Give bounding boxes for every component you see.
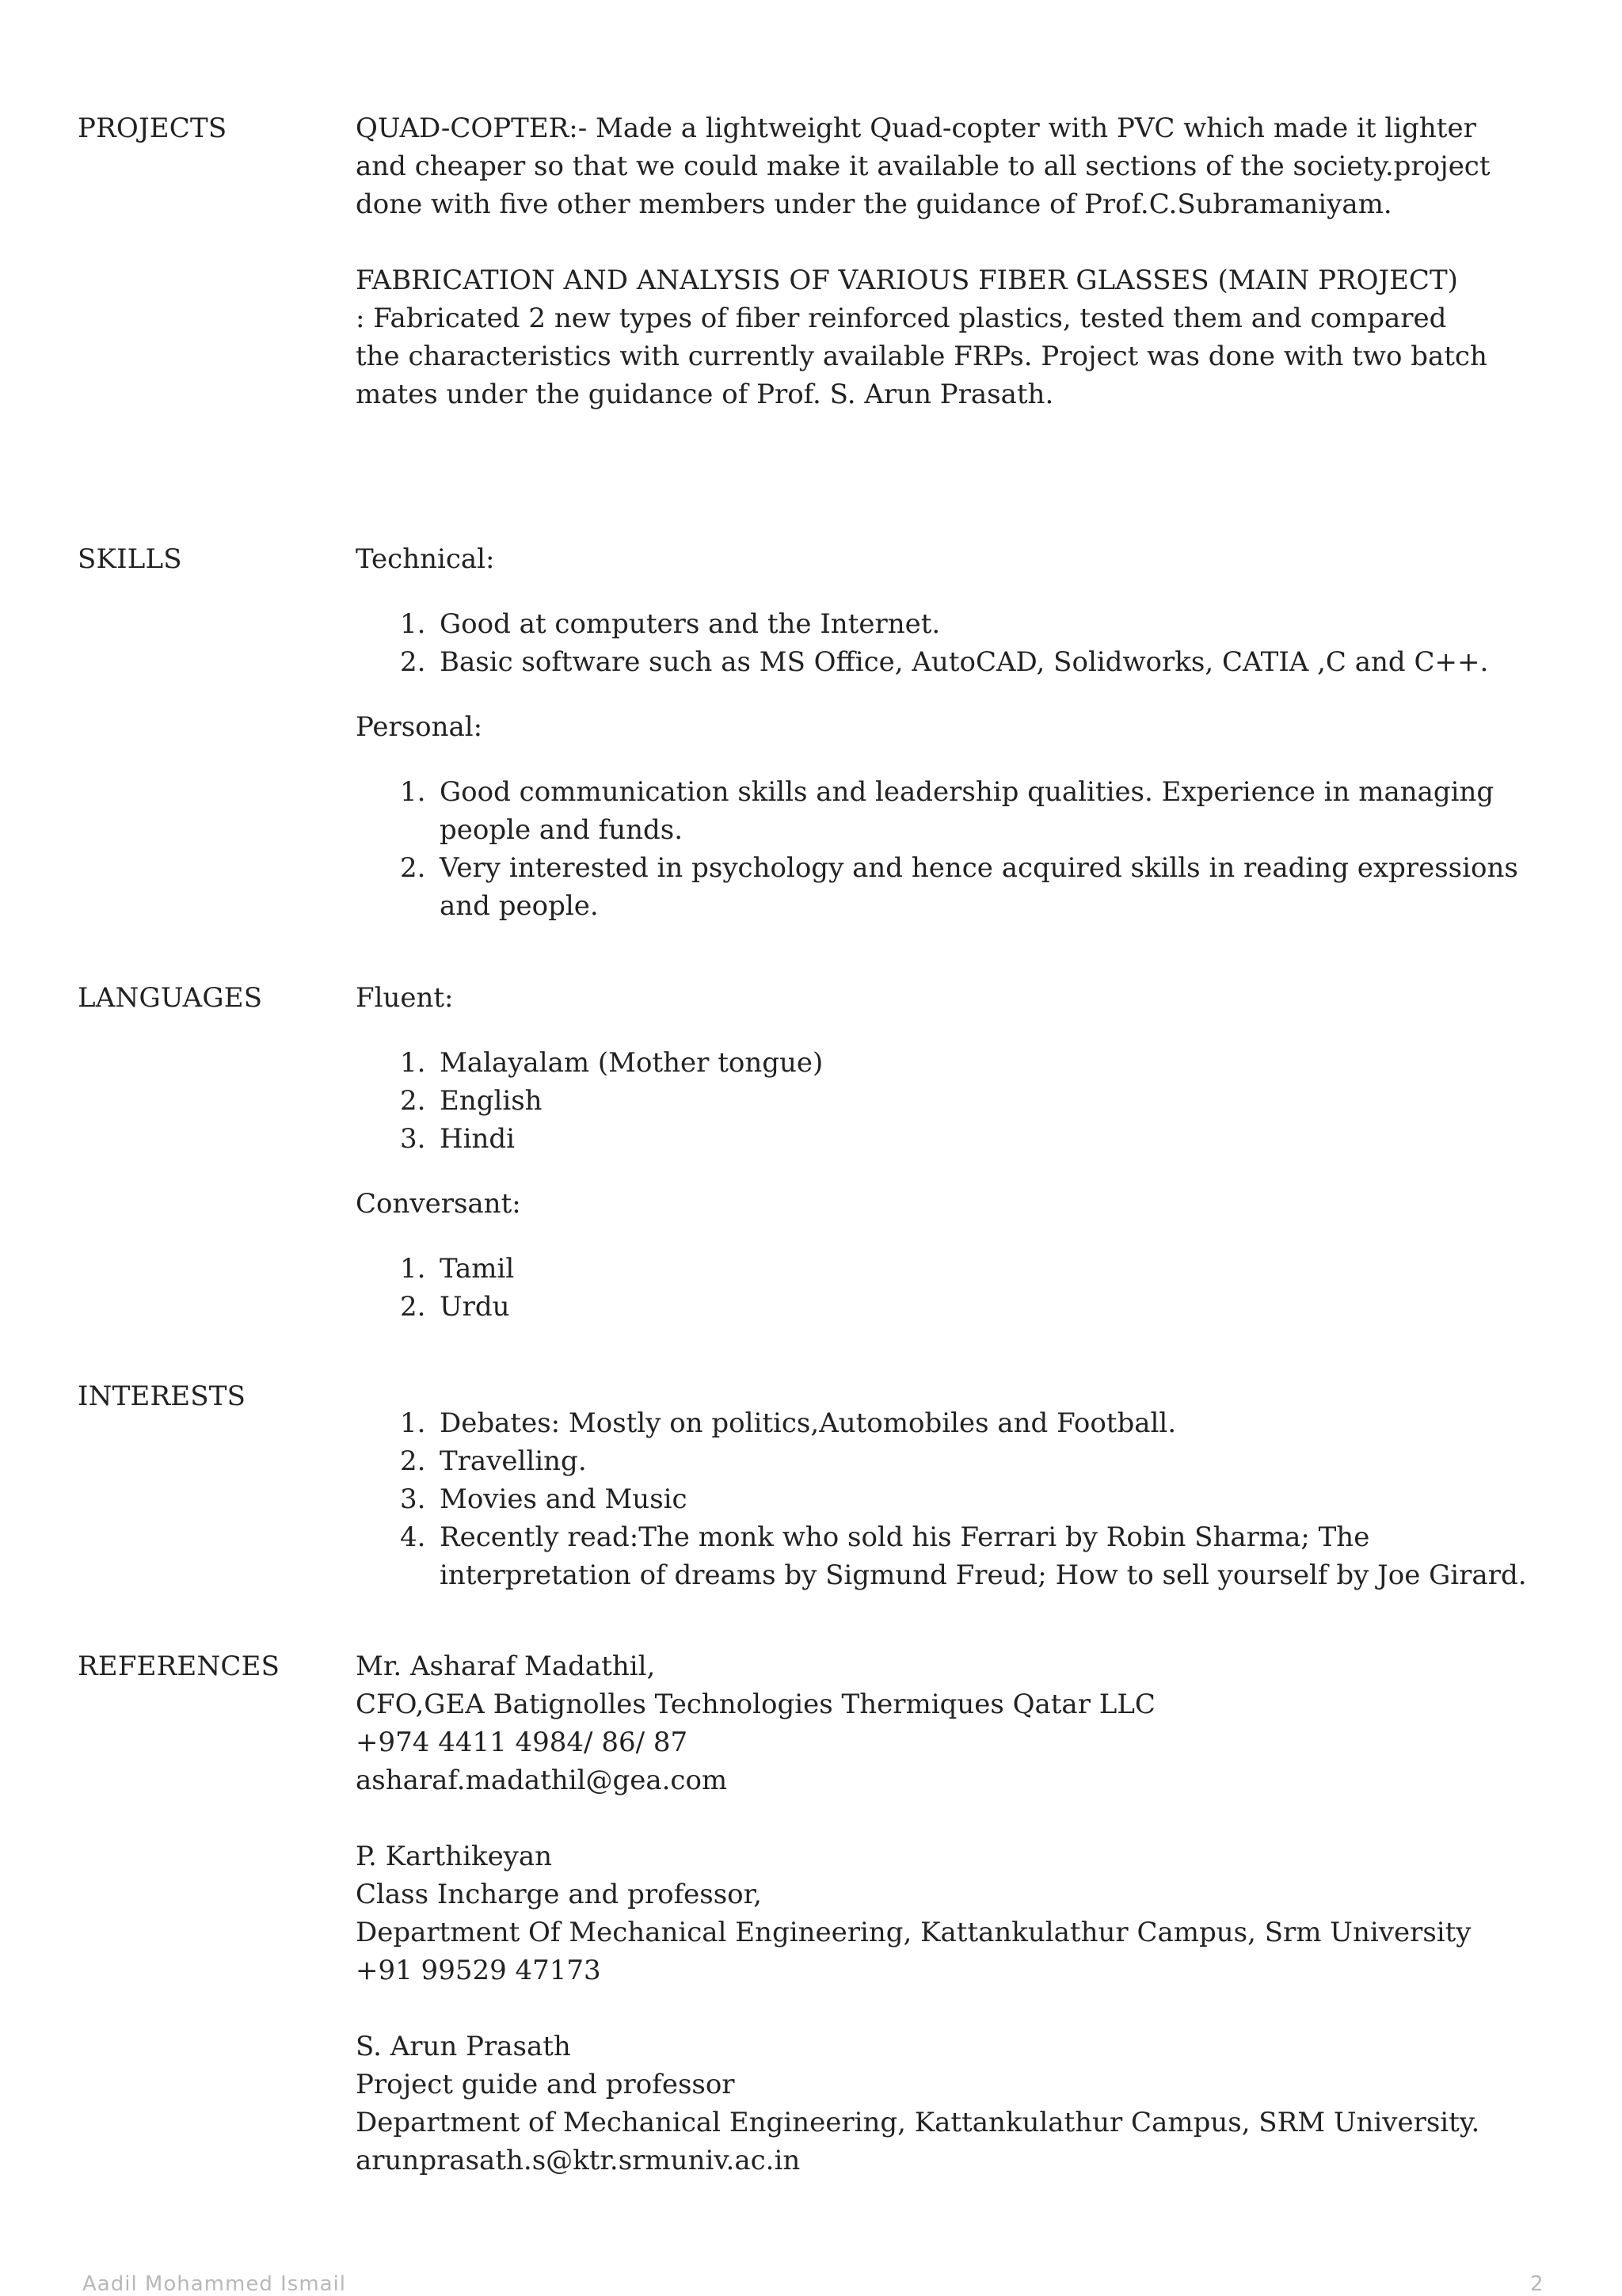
list-text: Malayalam (Mother tongue) xyxy=(440,1047,824,1079)
list-item xyxy=(356,1044,1544,1082)
list-text: Recently read:The monk who sold his Ferrari by Robin Sharma; The interpretation of dreams by Sigmund Freud; How to sell yourself by Joe Girard. xyxy=(440,1521,1527,1591)
list-text: English xyxy=(440,1085,543,1117)
technical-list xyxy=(356,605,1544,681)
reference-entry xyxy=(356,2028,1544,2180)
fluent-heading: Fluent: xyxy=(356,982,454,1014)
list-text: Travelling. xyxy=(440,1445,587,1477)
list-item xyxy=(356,773,1528,849)
list-text: Tamil xyxy=(440,1253,515,1285)
skills-heading: SKILLS xyxy=(78,543,182,575)
list-number: 1. xyxy=(400,1047,426,1079)
list-item xyxy=(356,643,1544,681)
projects-content xyxy=(356,109,1544,413)
list-item xyxy=(356,1120,1544,1158)
reference-line: asharaf.madathil@gea.com xyxy=(356,1765,728,1796)
list-item xyxy=(356,849,1528,925)
languages-heading: LANGUAGES xyxy=(78,982,263,1014)
list-number: 4. xyxy=(400,1521,426,1553)
project-fiber-line: mates under the guidance of Prof. S. Arun Prasath. xyxy=(356,379,1054,410)
list-number: 2. xyxy=(400,1445,426,1477)
fluent-list xyxy=(356,1044,1544,1158)
footer-page-number: 2 xyxy=(1530,2272,1544,2296)
technical-heading: Technical: xyxy=(356,543,495,575)
reference-line: P. Karthikeyan xyxy=(356,1841,553,1872)
list-item xyxy=(356,1480,1528,1518)
conversant-list xyxy=(356,1250,1544,1326)
personal-list xyxy=(356,773,1528,925)
reference-line: Mr. Asharaf Madathil, xyxy=(356,1651,656,1682)
project-quadcopter: QUAD-COPTER:- Made a lightweight Quad-copter with PVC which made it lighter and cheaper so that we could make it available to all sections of the society.project done with five other members under the guidance of Prof.C.Subramaniyam. xyxy=(356,112,1491,220)
list-text: Debates: Mostly on politics,Automobiles and Football. xyxy=(440,1407,1177,1439)
list-number: 3. xyxy=(400,1123,426,1155)
languages-content xyxy=(356,979,1544,1326)
reference-entry xyxy=(356,1647,1544,1799)
list-number: 1. xyxy=(400,776,426,808)
list-number: 2. xyxy=(400,1085,426,1117)
reference-line: Department of Mechanical Engineering, Kattankulathur Campus, SRM University. xyxy=(356,2107,1480,2138)
list-number: 1. xyxy=(400,1407,426,1439)
list-text: Very interested in psychology and hence acquired skills in reading expressions and people. xyxy=(440,852,1518,922)
list-number: 1. xyxy=(400,1253,426,1285)
interests-heading: INTERESTS xyxy=(78,1380,246,1412)
reference-line: +974 4411 4984/ 86/ 87 xyxy=(356,1727,688,1758)
list-number: 2. xyxy=(400,646,426,678)
list-number: 2. xyxy=(400,1291,426,1323)
list-text: Good communication skills and leadership qualities. Experience in managing people and funds. xyxy=(440,776,1494,846)
reference-line: CFO,GEA Batignolles Technologies Thermiques Qatar LLC xyxy=(356,1689,1156,1720)
list-item xyxy=(356,1442,1528,1480)
projects-heading: PROJECTS xyxy=(78,112,227,144)
interests-content xyxy=(356,1404,1544,1594)
interests-list xyxy=(356,1404,1528,1594)
list-item xyxy=(356,1082,1544,1120)
footer-author-name: Aadil Mohammed Ismail xyxy=(82,2272,347,2296)
list-item xyxy=(356,1250,1544,1288)
project-fiber-glasses xyxy=(356,261,1544,413)
references-heading: REFERENCES xyxy=(78,1651,280,1682)
project-fiber-line: FABRICATION AND ANALYSIS OF VARIOUS FIBER GLASSES (MAIN PROJECT) xyxy=(356,265,1458,296)
list-item xyxy=(356,605,1544,643)
reference-line: arunprasath.s@ktr.srmuniv.ac.in xyxy=(356,2145,801,2176)
conversant-heading: Conversant: xyxy=(356,1188,521,1220)
list-number: 3. xyxy=(400,1483,426,1515)
reference-line: Class Incharge and professor, xyxy=(356,1879,762,1910)
references-content xyxy=(356,1647,1544,2180)
project-fiber-line: the characteristics with currently available FRPs. Project was done with two batch xyxy=(356,341,1487,372)
list-text: Movies and Music xyxy=(440,1483,687,1515)
reference-entry xyxy=(356,1837,1544,1989)
reference-line: S. Arun Prasath xyxy=(356,2031,571,2062)
project-fiber-line: : Fabricated 2 new types of fiber reinforced plastics, tested them and compared xyxy=(356,303,1447,334)
list-number: 2. xyxy=(400,852,426,884)
list-text: Urdu xyxy=(440,1291,510,1323)
list-item xyxy=(356,1404,1528,1442)
personal-heading: Personal: xyxy=(356,711,483,743)
reference-line: Project guide and professor xyxy=(356,2069,735,2100)
list-text: Good at computers and the Internet. xyxy=(440,608,941,640)
list-number: 1. xyxy=(400,608,426,640)
list-text: Hindi xyxy=(440,1123,516,1155)
list-item xyxy=(356,1518,1528,1594)
skills-content xyxy=(356,540,1544,925)
reference-line: Department Of Mechanical Engineering, Kattankulathur Campus, Srm University xyxy=(356,1917,1472,1948)
list-item xyxy=(356,1288,1544,1326)
reference-line: +91 99529 47173 xyxy=(356,1955,601,1986)
list-text: Basic software such as MS Office, AutoCAD, Solidworks, CATIA ,C and C++. xyxy=(440,646,1489,678)
